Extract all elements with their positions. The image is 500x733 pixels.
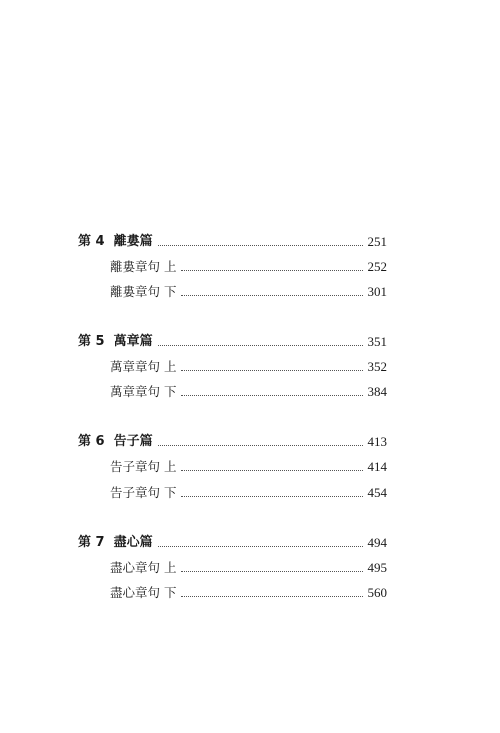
dot-leader bbox=[181, 495, 363, 497]
dot-leader bbox=[181, 570, 363, 572]
page-number: 495 bbox=[367, 560, 387, 575]
toc-chapter-entry[interactable] bbox=[110, 583, 387, 603]
dot-leader bbox=[181, 394, 363, 396]
chapter-title: 離婁章句 上 bbox=[110, 259, 177, 274]
toc-chapter-entry[interactable] bbox=[110, 382, 387, 402]
part-number: 第 4 bbox=[78, 234, 105, 249]
page-number: 560 bbox=[367, 585, 387, 600]
toc-chapter-entry[interactable] bbox=[110, 257, 387, 277]
page-number: 413 bbox=[367, 434, 387, 449]
page-number: 251 bbox=[367, 234, 387, 249]
part-title: 盡心篇 bbox=[113, 535, 153, 550]
chapter-title: 萬章章句 上 bbox=[110, 359, 177, 374]
page-number: 352 bbox=[367, 359, 387, 374]
part-number: 第 7 bbox=[78, 535, 105, 550]
part-title: 離婁篇 bbox=[113, 234, 153, 249]
page-number: 494 bbox=[367, 535, 387, 550]
dot-leader bbox=[158, 444, 363, 446]
chapter-title: 萬章章句 下 bbox=[110, 384, 177, 399]
chapter-title: 告子章句 下 bbox=[110, 485, 177, 500]
part-number: 第 6 bbox=[78, 434, 105, 449]
page-number: 414 bbox=[367, 459, 387, 474]
part-title: 萬章篇 bbox=[113, 334, 153, 349]
dot-leader bbox=[181, 294, 363, 296]
page-number: 454 bbox=[367, 485, 387, 500]
dot-leader bbox=[181, 595, 363, 597]
dot-leader bbox=[181, 469, 363, 471]
dot-leader bbox=[158, 545, 363, 547]
toc-part-entry[interactable] bbox=[78, 432, 387, 452]
toc-part-entry[interactable] bbox=[78, 232, 387, 252]
chapter-title: 離婁章句 下 bbox=[110, 284, 177, 299]
page-number: 252 bbox=[367, 259, 387, 274]
page-number: 301 bbox=[367, 284, 387, 299]
toc-part-entry[interactable] bbox=[78, 533, 387, 553]
page-number: 384 bbox=[367, 384, 387, 399]
dot-leader bbox=[158, 344, 363, 346]
dot-leader bbox=[181, 269, 363, 271]
toc-part-entry[interactable] bbox=[78, 332, 387, 352]
toc-chapter-entry[interactable] bbox=[110, 282, 387, 302]
part-number: 第 5 bbox=[78, 334, 105, 349]
dot-leader bbox=[158, 244, 363, 246]
chapter-title: 盡心章句 下 bbox=[110, 585, 177, 600]
chapter-title: 告子章句 上 bbox=[110, 459, 177, 474]
dot-leader bbox=[181, 369, 363, 371]
part-title: 告子篇 bbox=[113, 434, 153, 449]
toc-chapter-entry[interactable] bbox=[110, 483, 387, 503]
toc-chapter-entry[interactable] bbox=[110, 558, 387, 578]
toc-chapter-entry[interactable] bbox=[110, 357, 387, 377]
chapter-title: 盡心章句 上 bbox=[110, 560, 177, 575]
page-number: 351 bbox=[367, 334, 387, 349]
toc-chapter-entry[interactable] bbox=[110, 457, 387, 477]
